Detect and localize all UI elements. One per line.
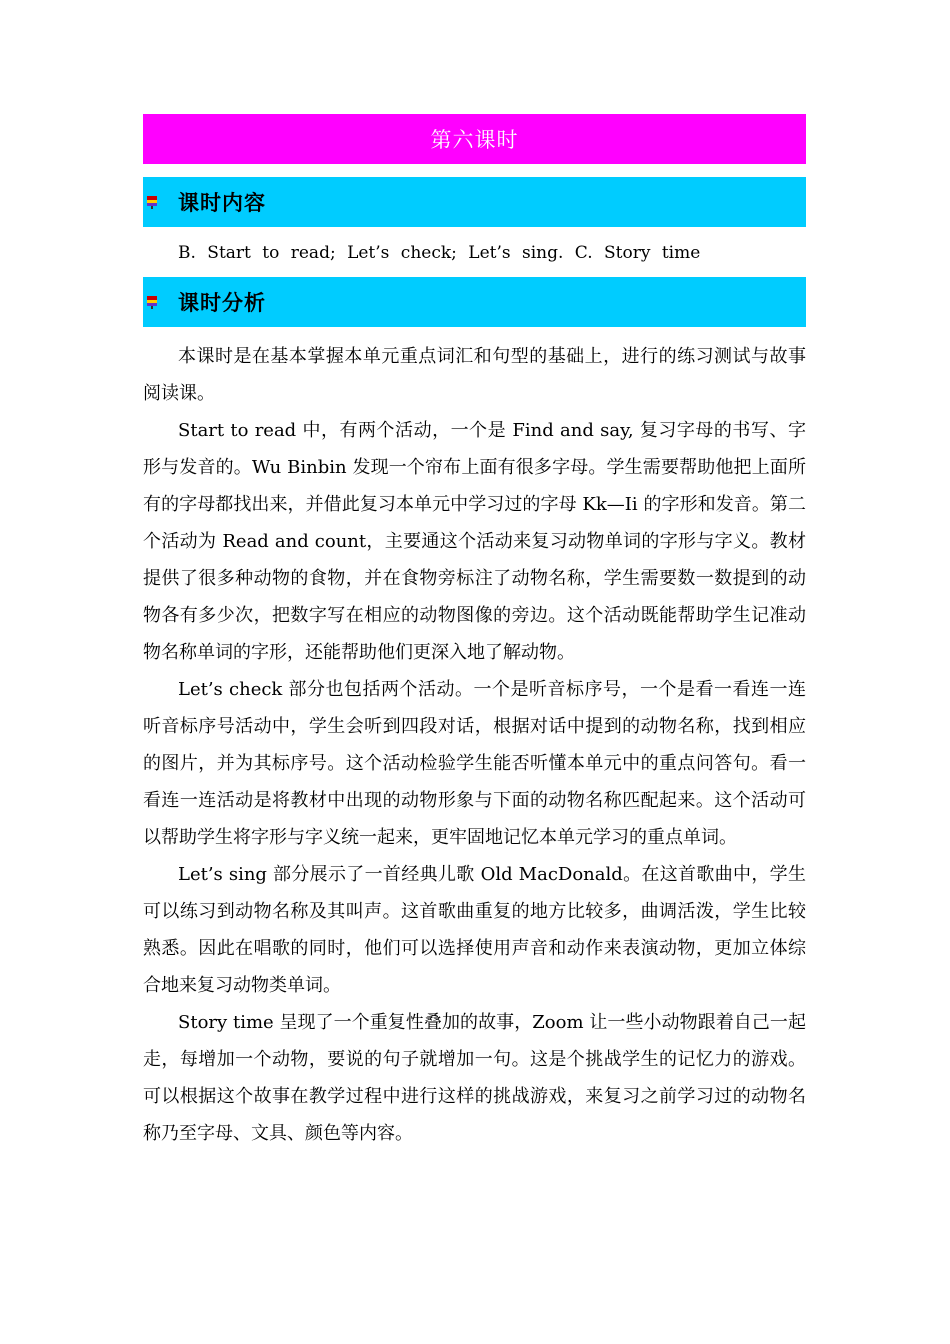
section-title-analysis: 课时分析 — [178, 291, 266, 315]
lesson-title-banner — [143, 114, 806, 164]
lesson-title: 第六课时 — [430, 128, 519, 152]
analysis-paragraph: Let’s check 部分也包括两个活动。一个是听音标序号，一个是看一看连一连听音标序号活动中，学生会听到四段对话，根据对话中提到的动物名称，找到相应的图片，并为其标序号。这个活动检验学生能否听懂本单元中的重点问答句。看一看连一连活动是将教材中出现的动物形象与下面的动物名称匹配起来。这个活动可以帮助学生将字形与字义统一起来，更牢固地记忆本单元学习的重点单词。 — [143, 679, 806, 848]
analysis-body — [143, 338, 806, 1152]
book-bullet-icon — [146, 195, 158, 209]
book-bullet-icon — [146, 295, 158, 309]
analysis-paragraph: 本课时是在基本掌握本单元重点词汇和句型的基础上，进行的练习测试与故事阅读课。 — [143, 346, 806, 404]
analysis-paragraph: Start to read 中，有两个活动，一个是 Find and say, 复习字母的书写、字形与发音的。Wu Binbin 发现一个帘布上面有很多字母。学生需要帮助他把上面所有的字母都找出来，并借此复习本单元中学习过的字母 Kk—Ii 的字形和发音。第二个活动为 Read and count，主要通这个活动来复习动物单词的字形与字义。教材提供了很多种动物的食物，并在食物旁标注了动物名称，学生需要数一数提到的动物各有多少次，把数字写在相应的动物图像的旁边。这个活动既能帮助学生记准动物名称单词的字形，还能帮助他们更深入地了解动物。 — [143, 420, 806, 663]
section-header-content — [143, 177, 806, 227]
lesson-content-text: B. Start to read; Let’s check; Let’s sing. C. Story time — [178, 243, 701, 263]
analysis-paragraph: Let’s sing 部分展示了一首经典儿歌 Old MacDonald。在这首歌曲中，学生可以练习到动物名称及其叫声。这首歌曲重复的地方比较多，曲调活泼，学生比较熟悉。因此在唱歌的同时，他们可以选择使用声音和动作来表演动物，更加立体综合地来复习动物类单词。 — [143, 864, 806, 996]
section-title-content: 课时内容 — [178, 191, 266, 215]
analysis-paragraph: Story time 呈现了一个重复性叠加的故事，Zoom 让一些小动物跟着自己一起走，每增加一个动物，要说的句子就增加一句。这是个挑战学生的记忆力的游戏。可以根据这个故事在教学过程中进行这样的挑战游戏，来复习之前学习过的动物名称乃至字母、文具、颜色等内容。 — [143, 1012, 806, 1144]
section-header-analysis — [143, 277, 806, 327]
